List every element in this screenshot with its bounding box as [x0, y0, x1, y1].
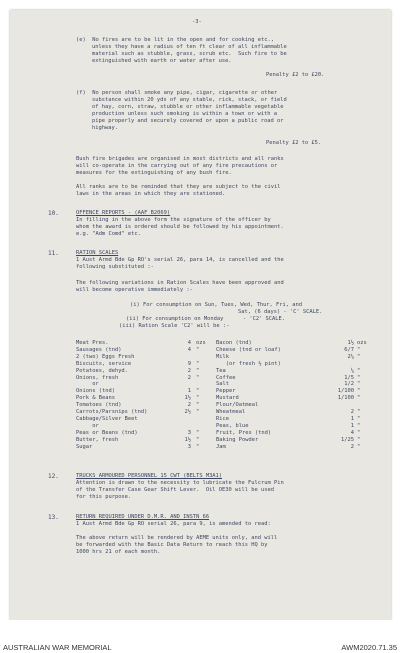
ration-left-unit-value: ozs	[196, 340, 206, 346]
ration-right-qty-value: 1/25	[341, 436, 354, 443]
ration-left-items	[76, 340, 147, 451]
ration-left-item: Peas or Beans (tnd)	[76, 429, 138, 436]
ration-left-item: Sugar	[76, 443, 93, 450]
ration-right-unit	[357, 340, 367, 451]
ration-left-unit-value: "	[196, 429, 200, 436]
section-heading: RATION SCALES	[76, 250, 119, 256]
penalty-f: Penalty £2 to £5.	[266, 140, 322, 146]
section-number: 13.	[48, 514, 59, 521]
section-heading: OFFENCE REPORTS - (AAF B2069)	[76, 210, 171, 216]
ration-right-unit-value: "	[357, 374, 361, 381]
section-number: 11.	[48, 250, 59, 257]
para-f-line: production unless such smoking is within a town or with a	[92, 111, 277, 117]
scale-line: (ii) For consumption on Monday - 'C2' SCALE.	[126, 316, 286, 322]
ration-right-qty-value: ¼	[350, 367, 354, 374]
section-line: 1 Aust Armd Bde Gp RO's serial 26, para 14, is cancelled and the	[76, 257, 284, 263]
para-f-line: of hay, corn, straw, stubble or other inflammable vegetable	[92, 104, 284, 110]
ration-right-qty-value: 1/5	[344, 374, 354, 381]
ration-left-unit-value: "	[196, 395, 200, 402]
ration-left-qty-value: 1½	[184, 395, 191, 402]
ration-left-item: Cabbage/Silver Beet	[76, 415, 138, 422]
footer-right: AWM2020.71.35	[341, 643, 397, 652]
ration-right-unit-value: "	[357, 415, 361, 422]
section-line: whom the award is ordered should be followed by his appointment.	[76, 224, 284, 230]
ration-left-unit-value: "	[196, 367, 200, 374]
ration-left-item: Potatoes, dehyd.	[76, 367, 128, 374]
ration-left-unit-value: "	[196, 360, 200, 367]
section-line: for this purpose.	[76, 494, 132, 500]
section-heading: TRUCKS ARMOURED PERSONNEL 15 CWT (BELTS M3A1)	[76, 473, 223, 479]
ration-right-unit-value: "	[357, 443, 361, 450]
ration-right-qty-value	[332, 361, 354, 368]
para-f-line: substance within 20 yds of any stable, rick, stack, or field	[92, 97, 287, 103]
scale-line: (iii) Ration Scale 'C2' will be :-	[119, 323, 230, 329]
ration-right-item: Salt	[216, 381, 229, 388]
bush-fire-line: Bush fire brigades are organised in most districts and all ranks	[76, 156, 284, 162]
bush-fire-line: will co-operate in the carrying out of any fire precautions or	[76, 163, 278, 169]
section-line: 1 Aust Armd Bde Gp RO serial 26, para 9, is amended to read:	[76, 521, 271, 527]
ration-left-qty-value: 1	[187, 388, 191, 395]
ration-left-unit-value: "	[196, 443, 200, 450]
ration-left-unit-value	[196, 416, 206, 423]
ration-left-qty-value: 4	[187, 346, 191, 353]
para-e-line: material such as stubble, grass, scrub etc. Such fire to be	[92, 51, 287, 57]
ration-right-unit-value: "	[357, 388, 361, 395]
ration-left-qty-value: 9	[187, 360, 191, 367]
ration-left-item: Tomatoes (tnd)	[76, 402, 122, 409]
section-line: be forwarded with the Basic Data Return to reach this HQ by	[76, 542, 268, 548]
section-line: In filling in the above form the signature of the officer by	[76, 217, 271, 223]
variations-line: The following variations in Ration Scales have been approved and	[76, 280, 284, 286]
ration-left-qty	[175, 340, 191, 451]
ration-left-qty-value: 2	[187, 402, 191, 409]
ration-left-unit-value	[196, 423, 206, 430]
ration-left-item: Biscuits, service	[76, 360, 132, 367]
ration-right-qty	[332, 340, 354, 451]
ration-right-unit-value: "	[357, 436, 361, 443]
page-number: -3-	[192, 19, 202, 25]
section-number: 12.	[48, 473, 59, 480]
ration-left-item: Onions (tnd)	[76, 388, 115, 395]
ration-left-qty-value: 2	[187, 367, 191, 374]
ration-right-item: Mustard	[216, 395, 239, 402]
ration-right-qty-value: 1	[350, 422, 354, 429]
ration-left-unit	[196, 340, 206, 451]
ration-right-unit-value	[357, 402, 367, 409]
ration-right-unit-value: "	[357, 346, 361, 353]
ration-right-qty-value: 6/7	[344, 346, 354, 353]
ration-right-item: (or fresh ½ pint)	[216, 360, 281, 367]
ration-right-unit-value: "	[357, 409, 361, 416]
ration-right-unit-value	[357, 361, 367, 368]
ration-right-unit-value: "	[357, 381, 361, 388]
para-f-line: (f) No person shall smoke any pipe, cigar, cigarette or other	[76, 90, 278, 96]
ration-right-unit-value: "	[357, 422, 361, 429]
ration-left-unit-value: "	[196, 436, 200, 443]
ration-left-qty-value: 3	[187, 443, 191, 450]
ration-right-items	[216, 340, 281, 451]
ration-right-item: Cheese (tnd or loaf)	[216, 346, 281, 353]
ration-left-item: 2 (two) Eggs Fresh	[76, 353, 135, 360]
ration-left-item: Onions, fresh	[76, 374, 119, 381]
ration-right-qty-value: 1/2	[344, 381, 354, 388]
all-ranks-line: All ranks are to be reminded that they are subject to the civil	[76, 184, 281, 190]
ration-right-qty-value: 2¼	[347, 353, 354, 360]
section-line: The above return will be rendered by AEME units only, and will	[76, 535, 278, 541]
para-e-line: extinguished with earth or water after use.	[92, 58, 232, 64]
ration-right-qty-value: 4	[350, 429, 354, 436]
ration-right-item: Jam	[216, 443, 226, 450]
ration-left-qty-value: 3	[187, 429, 191, 436]
ration-left-qty-value	[175, 381, 191, 388]
para-f-line: highway.	[92, 125, 118, 131]
ration-right-unit-value: "	[357, 353, 361, 360]
ration-left-item: Carrots/Parsnips (tnd)	[76, 409, 148, 416]
ration-right-item: Rice	[216, 415, 229, 422]
ration-left-qty-value: 2½	[184, 409, 191, 416]
ration-right-item: Fruit, Pres (tnd)	[216, 429, 272, 436]
ration-left-item: Sausages (tnd)	[76, 346, 122, 353]
section-line: Attention is drawn to the necessity to lubricate the Fulcrum Pin	[76, 480, 284, 486]
ration-right-qty-value: 1/100	[337, 388, 354, 395]
ration-left-unit-value: "	[196, 388, 200, 395]
ration-left-unit-value	[196, 381, 206, 388]
ration-right-item: Peas, blue	[216, 422, 249, 429]
ration-left-unit-value: "	[196, 402, 200, 409]
ration-right-item: Coffee	[216, 374, 236, 381]
ration-left-unit-value: "	[196, 374, 200, 381]
ration-right-item: Flour/Oatmeal	[216, 402, 259, 409]
ration-left-item: or	[76, 381, 99, 388]
ration-left-item: or	[76, 422, 99, 429]
ration-left-item: Butter, fresh	[76, 436, 119, 443]
para-e-line: unless they have a radius of ten ft clear of all inflammable	[92, 44, 287, 50]
section-number: 10.	[48, 210, 59, 217]
para-e-line: (e) No fires are to be lit in the open and for cooking etc.,	[76, 37, 274, 43]
scale-line: Sat, (6 days) - 'C' SCALE.	[238, 309, 323, 315]
ration-left-unit-value: "	[196, 409, 200, 416]
ration-left-qty-value: 2	[187, 374, 191, 381]
penalty-e: Penalty £2 to £20.	[266, 72, 325, 78]
ration-left-qty-value: 4	[187, 340, 191, 346]
ration-right-unit-value: "	[357, 395, 361, 402]
ration-right-item: Pepper	[216, 388, 236, 395]
scale-line: (i) For consumption on Sun, Tues, Wed, Thur, Fri, and	[130, 302, 303, 308]
document-page	[10, 10, 391, 620]
ration-right-item: Tea	[216, 367, 226, 374]
ration-left-qty-value	[175, 416, 191, 423]
all-ranks-line: laws in the areas in which they are stationed.	[76, 191, 226, 197]
section-line: e.g. "Adm Comd" etc.	[76, 231, 141, 237]
footer-left: AUSTRALIAN WAR MEMORIAL	[3, 643, 112, 652]
section-heading: RETURN REQUIRED UNDER D.M.R. AND INSTN 66	[76, 514, 210, 520]
ration-left-unit-value	[196, 354, 206, 361]
ration-left-item: Meat Pres.	[76, 340, 109, 346]
para-f-line: pipe properly and securely covered or upon a public road or	[92, 118, 284, 124]
ration-right-unit-value: "	[357, 429, 361, 436]
ration-right-item: Wheatmeal	[216, 409, 246, 416]
ration-right-qty-value: 2	[350, 443, 354, 450]
ration-right-qty-value: 1/100	[337, 395, 354, 402]
section-line: 1000 hrs 21 of each month.	[76, 549, 161, 555]
variations-line: will become operative immediately :-	[76, 287, 193, 293]
ration-right-item: Bacon (tnd)	[216, 340, 252, 346]
ration-left-qty-value	[175, 354, 191, 361]
ration-right-qty-value: 1	[350, 415, 354, 422]
footer	[0, 620, 401, 653]
ration-left-qty-value: 1½	[184, 436, 191, 443]
ration-right-item: Baking Powder	[216, 436, 259, 443]
bush-fire-line: measures for the extinguishing of any bush fire.	[76, 170, 232, 176]
ration-right-qty-value	[332, 402, 354, 409]
ration-right-qty-value: 1½	[347, 340, 354, 346]
section-line: following substituted :-	[76, 264, 154, 270]
ration-left-qty-value	[175, 423, 191, 430]
section-line: of the Transfer Case Gear Shift Lever. Oil OE30 will be used	[76, 487, 274, 493]
ration-left-unit-value: "	[196, 346, 200, 353]
ration-right-unit-value: "	[357, 367, 361, 374]
ration-right-unit-value: ozs	[357, 340, 367, 346]
ration-left-item: Pork & Beans	[76, 395, 115, 402]
ration-right-item: Milk	[216, 353, 229, 360]
ration-right-qty-value: 2	[350, 409, 354, 416]
